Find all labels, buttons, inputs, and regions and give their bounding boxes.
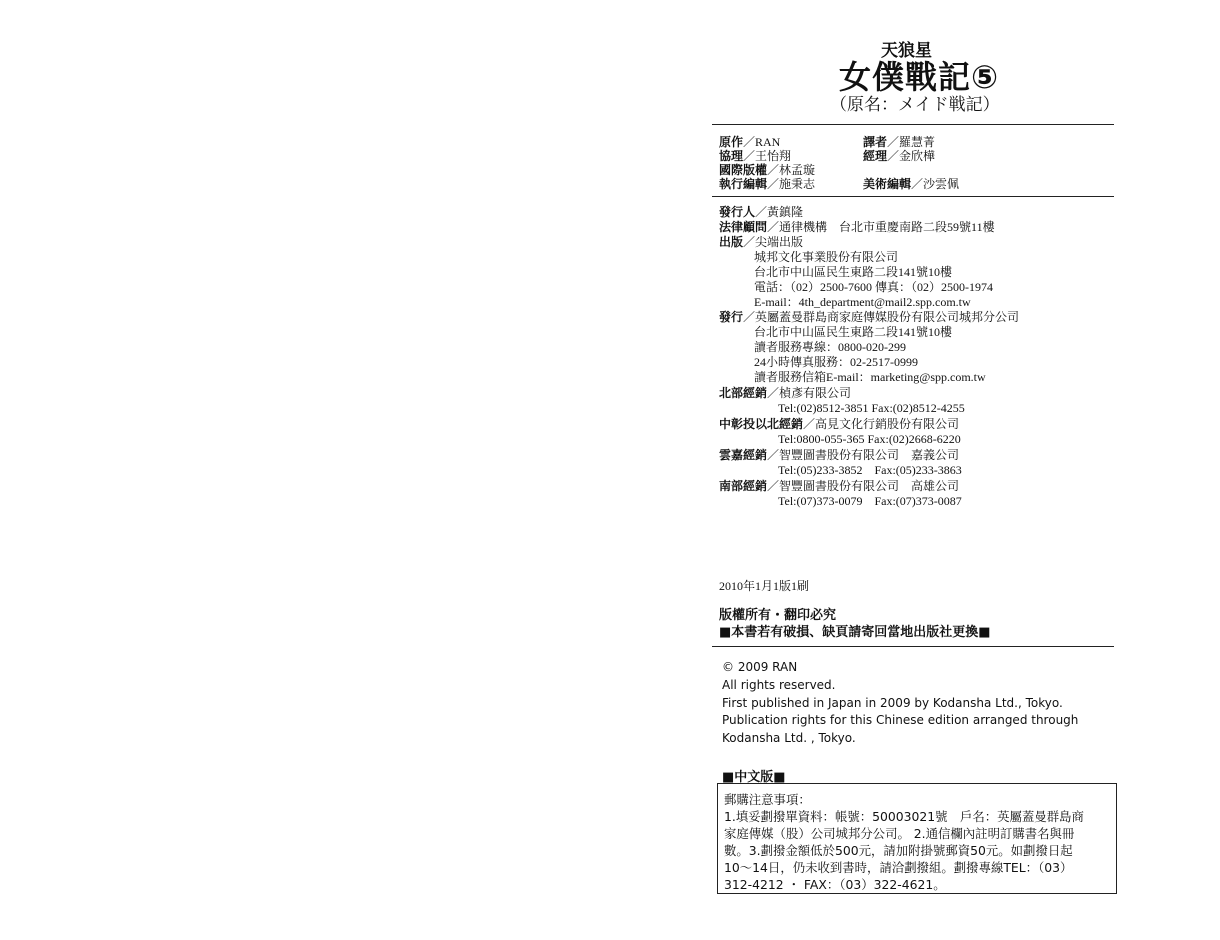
- credit-label: 執行編輯: [719, 177, 768, 191]
- pub-value: 台北市中山區民生東路二段141號10樓: [754, 325, 953, 339]
- credit-value: ／王怡翔: [743, 149, 792, 163]
- pub-value: ／楨彥有限公司: [767, 386, 852, 400]
- credit-value: ／施秉志: [767, 177, 816, 191]
- series-name: 天狼星: [881, 41, 932, 61]
- central-distributor: [719, 417, 959, 432]
- copyright-line: © 2009 RAN: [722, 660, 798, 674]
- pub-value: Tel:(02)8512-3851 Fax:(02)8512-4255: [778, 401, 965, 415]
- yunchia-distributor-contact: [778, 463, 962, 478]
- mail-order-line: 10～14日，仍未收到書時，請洽劃撥組。劃撥專線TEL：（03）: [724, 860, 1073, 875]
- mail-order-heading: 郵購注意事項：: [724, 792, 811, 807]
- pub-label: 南部經銷: [719, 479, 768, 493]
- credit-value: ／羅慧菁: [887, 135, 936, 149]
- pub-value: E-mail：4th_department@mail2.spp.com.tw: [754, 295, 971, 309]
- credit-author: [719, 135, 780, 150]
- credit-manager: [863, 149, 935, 164]
- pub-label: 北部經銷: [719, 386, 768, 400]
- publisher-email: [754, 295, 971, 310]
- chinese-edition-label: ■中文版■: [722, 770, 786, 785]
- pub-value: ／高見文化行銷股份有限公司: [803, 417, 960, 431]
- credit-value: ／RAN: [743, 135, 781, 149]
- pub-value: Tel:(05)233-3852 Fax:(05)233-3863: [778, 463, 962, 477]
- credit-value: ／沙雲佩: [911, 177, 960, 191]
- pub-label: 法律顧問: [719, 220, 768, 234]
- pub-value: 讀者服務信箱E-mail：marketing@spp.com.tw: [754, 370, 986, 384]
- reader-service-hotline: [754, 340, 906, 355]
- publisher-address: [754, 265, 952, 280]
- pub-value: 電話：（02）2500-7600 傳真：（02）2500-1974: [754, 280, 993, 294]
- rights-reserved: 版權所有・翻印必究: [719, 608, 837, 623]
- mail-order-line: 家庭傳媒（股）公司城邦分公司。 2.通信欄內註明訂購書名與冊: [724, 826, 1075, 841]
- damaged-book-notice: ■本書若有破損、缺頁請寄回當地出版社更換■: [719, 625, 991, 640]
- fax-service: [754, 355, 918, 370]
- publisher-company: [754, 250, 898, 265]
- publication-rights-cont: Kodansha Ltd. , Tokyo.: [722, 731, 856, 745]
- publisher-phone-fax: [754, 280, 993, 295]
- legal-counsel-line: [719, 220, 995, 235]
- pub-label: 雲嘉經銷: [719, 448, 768, 462]
- pub-value: 讀者服務專線：0800-020-299: [754, 340, 906, 354]
- credit-intl-rights: [719, 163, 815, 178]
- yunchia-distributor: [719, 448, 959, 463]
- divider: [712, 646, 1114, 647]
- pub-label: 中彰投以北經銷: [719, 417, 804, 431]
- pub-value: 城邦文化事業股份有限公司: [754, 250, 899, 264]
- book-title: 女僕戰記⑤: [839, 58, 1000, 96]
- pub-value: ／黃鎮隆: [755, 205, 804, 219]
- mail-order-line: 1.填妥劃撥單資料：帳號：50003021號 戶名：英屬蓋曼群島商: [724, 809, 1084, 824]
- pub-value: ／智豐圖書股份有限公司 高雄公司: [767, 479, 960, 493]
- first-published: First published in Japan in 2009 by Kodansha Ltd., Tokyo.: [722, 696, 1063, 710]
- all-rights-reserved: All rights reserved.: [722, 678, 836, 692]
- pub-value: ／英屬蓋曼群島商家庭傳媒股份有限公司城邦分公司: [743, 310, 1020, 324]
- pub-value: ／通律機構 台北市重慶南路二段59號11樓: [767, 220, 995, 234]
- divider: [712, 124, 1114, 125]
- credit-value: ／林孟璇: [767, 163, 816, 177]
- credit-art-editor: [863, 177, 959, 192]
- publisher-line: [719, 205, 803, 220]
- pub-label: 發行人: [719, 205, 756, 219]
- pub-value: ／尖端出版: [743, 235, 804, 249]
- north-distributor-contact: [778, 401, 965, 416]
- south-distributor: [719, 479, 959, 494]
- pub-value: Tel:0800-055-365 Fax:(02)2668-6220: [778, 432, 961, 446]
- pub-value: 24小時傳真服務：02-2517-0999: [754, 355, 918, 369]
- south-distributor-contact: [778, 494, 962, 509]
- credit-value: ／金欣樺: [887, 149, 936, 163]
- credit-executive-editor: [719, 177, 815, 192]
- pub-value: 台北市中山區民生東路二段141號10樓: [754, 265, 953, 279]
- rights-notice: [719, 607, 991, 641]
- original-title: （原名：メイド戦記）: [830, 95, 1000, 115]
- credit-associate-manager: [719, 149, 791, 164]
- central-distributor-contact: [778, 432, 961, 447]
- credit-label: 美術編輯: [863, 177, 912, 191]
- distribution-address: [754, 325, 952, 340]
- pub-value: ／智豐圖書股份有限公司 嘉義公司: [767, 448, 960, 462]
- divider: [712, 196, 1114, 197]
- pub-value: Tel:(07)373-0079 Fax:(07)373-0087: [778, 494, 962, 508]
- mail-order-notice: [717, 783, 1117, 894]
- reader-service-email: [754, 370, 986, 385]
- mail-order-line: 數。3.劃撥金額低於500元，請加附掛號郵資50元。如劃撥日起: [724, 843, 1073, 858]
- distribution-line: [719, 310, 1019, 325]
- mail-order-line: 312-4212 ・ FAX：（03）322-4621。: [724, 877, 946, 892]
- credit-label: 經理: [863, 149, 888, 163]
- north-distributor: [719, 386, 851, 401]
- credit-label: 原作: [719, 135, 744, 149]
- credit-label: 協理: [719, 149, 744, 163]
- pub-label: 發行: [719, 310, 744, 324]
- credit-label: 譯者: [863, 135, 888, 149]
- credit-translator: [863, 135, 935, 150]
- imprint-line: [719, 235, 803, 250]
- pub-label: 出版: [719, 235, 744, 249]
- publication-rights: Publication rights for this Chinese edition arranged through: [722, 713, 1079, 727]
- credit-label: 國際版權: [719, 163, 768, 177]
- edition-date: 2010年1月1版1刷: [719, 579, 810, 593]
